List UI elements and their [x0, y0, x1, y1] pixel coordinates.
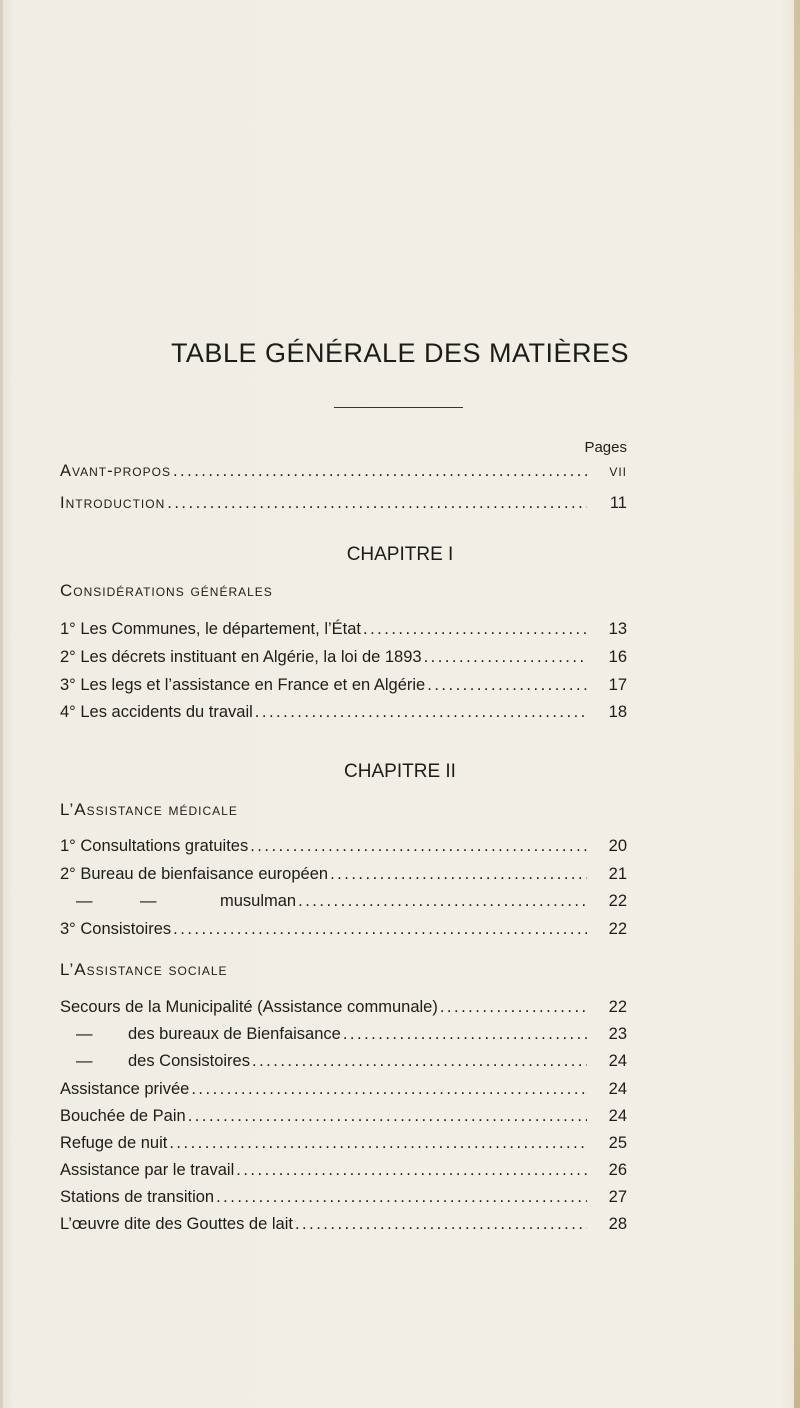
- toc-entry-label: 3° Les legs et l’assistance en France et en Algérie: [60, 676, 426, 694]
- toc-entry[interactable]: [60, 1049, 627, 1073]
- toc-entry-label: Bouchée de Pain: [60, 1107, 186, 1125]
- toc-entry-page: 11: [609, 494, 627, 512]
- toc-entry-page: 24: [608, 1107, 627, 1125]
- chapter-2-medical-subtitle: L’Assistance médicale: [60, 800, 238, 819]
- toc-entry-page: 24: [608, 1080, 627, 1098]
- dot-leader: [173, 459, 587, 483]
- pages-column-header: Pages: [584, 439, 627, 456]
- toc-entry-page: 20: [608, 837, 627, 855]
- toc-entry[interactable]: [60, 917, 627, 941]
- toc-entry-label: [60, 889, 296, 913]
- chapter-1-heading: CHAPITRE I: [346, 544, 454, 565]
- toc-entry[interactable]: [60, 645, 627, 669]
- dot-leader: [295, 1212, 587, 1236]
- toc-entry[interactable]: [60, 617, 627, 641]
- toc-entry[interactable]: [60, 1131, 627, 1155]
- dot-leader: [188, 1104, 587, 1128]
- toc-entry-label: Secours de la Municipalité (Assistance communale): [60, 998, 438, 1016]
- toc-entry-label: [60, 1049, 250, 1073]
- toc-entry-label-text: musulman: [220, 892, 297, 910]
- toc-entry-avant-propos[interactable]: [60, 459, 627, 483]
- toc-entry-label-text: des bureaux de Bienfaisance: [128, 1025, 341, 1043]
- toc-entry[interactable]: [60, 1077, 627, 1101]
- dot-leader: [363, 617, 587, 641]
- ditto-dash: —: [140, 892, 157, 910]
- toc-entry-introduction[interactable]: [60, 491, 627, 515]
- toc-entry[interactable]: [60, 673, 627, 697]
- dot-leader: [330, 862, 587, 886]
- toc-entry-label: 1° Consultations gratuites: [60, 837, 249, 855]
- toc-entry-label: 2° Bureau de bienfaisance européen: [60, 865, 329, 883]
- toc-entry[interactable]: [60, 1185, 627, 1209]
- dot-leader: [427, 673, 587, 697]
- toc-entry[interactable]: [60, 834, 627, 858]
- toc-entry-label: Refuge de nuit: [60, 1134, 168, 1152]
- chapter-1-subtitle: Considérations générales: [60, 581, 273, 600]
- toc-entry-label: [60, 1022, 341, 1046]
- dot-leader: [169, 1131, 587, 1155]
- toc-entry-label: 3° Consistoires: [60, 920, 172, 938]
- toc-entry-label: 2° Les décrets instituant en Algérie, la loi de 1893: [60, 648, 422, 666]
- toc-entry-page: 21: [608, 865, 627, 883]
- dot-leader: [424, 645, 587, 669]
- toc-entry-label: Assistance privée: [60, 1080, 190, 1098]
- dot-leader: [191, 1077, 587, 1101]
- dot-leader: [250, 834, 587, 858]
- toc-entry-page: 26: [608, 1161, 627, 1179]
- chapter-2-social-subtitle: L’Assistance sociale: [60, 960, 228, 979]
- ditto-dash: —: [76, 1025, 93, 1043]
- toc-entry-label: Avant-propos: [60, 462, 171, 480]
- toc-entry-page: 22: [608, 998, 627, 1016]
- ditto-dash: —: [76, 1052, 93, 1070]
- toc-entry-label: Stations de transition: [60, 1188, 215, 1206]
- dot-leader: [252, 1049, 587, 1073]
- toc-entry-page: 27: [608, 1188, 627, 1206]
- toc-entry-page: 17: [608, 676, 627, 694]
- toc-entry-label: Introduction: [60, 494, 166, 512]
- toc-entry-page: 23: [608, 1025, 627, 1043]
- dot-leader: [173, 917, 587, 941]
- toc-entry[interactable]: [60, 1022, 627, 1046]
- ditto-dash: —: [76, 892, 93, 910]
- page-left-edge: [0, 0, 3, 1408]
- dot-leader: [216, 1185, 587, 1209]
- dot-leader: [255, 700, 587, 724]
- toc-entry-page: 22: [608, 892, 627, 910]
- toc-entry-page: 16: [608, 648, 627, 666]
- dot-leader: [440, 995, 587, 1019]
- toc-entry[interactable]: [60, 1104, 627, 1128]
- document-title: TABLE GÉNÉRALE DES MATIÈRES: [170, 338, 630, 368]
- dot-leader: [343, 1022, 587, 1046]
- toc-entry-label-text: des Consistoires: [128, 1052, 250, 1070]
- dot-leader: [236, 1158, 587, 1182]
- toc-entry[interactable]: [60, 995, 627, 1019]
- toc-entry[interactable]: [60, 700, 627, 724]
- toc-entry-page: 13: [608, 620, 627, 638]
- chapter-2-heading: CHAPITRE II: [344, 761, 456, 782]
- toc-entry-page: vii: [609, 462, 627, 480]
- toc-entry-page: 18: [608, 703, 627, 721]
- title-rule: [334, 407, 463, 408]
- toc-entry-page: 25: [608, 1134, 627, 1152]
- toc-entry[interactable]: [60, 889, 627, 913]
- toc-entry[interactable]: [60, 1212, 627, 1236]
- toc-entry-page: 24: [608, 1052, 627, 1070]
- toc-entry-label: 4° Les accidents du travail: [60, 703, 253, 721]
- toc-entry-label: 1° Les Communes, le département, l’État: [60, 620, 361, 638]
- toc-entry[interactable]: [60, 862, 627, 886]
- page-right-edge: [794, 0, 800, 1408]
- toc-entry-label: L’œuvre dite des Gouttes de lait: [60, 1215, 293, 1233]
- dot-leader: [298, 889, 587, 913]
- toc-entry-page: 28: [608, 1215, 627, 1233]
- toc-entry-page: 22: [608, 920, 627, 938]
- toc-entry[interactable]: [60, 1158, 627, 1182]
- dot-leader: [167, 491, 587, 515]
- toc-entry-label: Assistance par le travail: [60, 1161, 235, 1179]
